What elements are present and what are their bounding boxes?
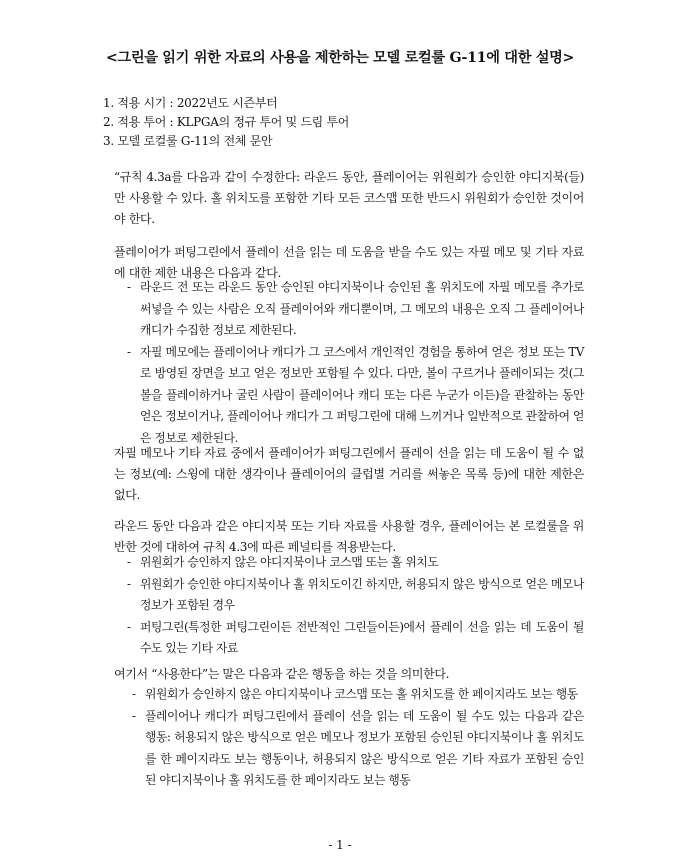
list-dash: - — [127, 619, 131, 634]
list-dash: - — [127, 576, 131, 591]
list-item-text: 플레이어나 캐디가 퍼팅그린에서 플레이 선을 읽는 데 도움이 될 수도 있는 다음과 같은 행동: 허용되지 않은 방식으로 얻은 메모나 정보가 포함된 승인된 야디지북이나 홀 위치도를 한 페이지라도 보는 행동이나, 허용되지 않은 방식으로 얻은 기타 자료가 포함된 승인된 야디지북이나 홀 위치도를 한 페이지라도 보는 행동 — [145, 708, 584, 787]
list-item-text: 라운드 전 또는 라운드 동안 승인된 야디지북이나 승인된 홀 위치도에 자필 메모를 추가로 써넣을 수 있는 사람은 오직 플레이어와 캐디뿐이며, 그 메모의 내용은 오직 그 플레이어나 캐디가 수집한 정보로 제한된다. — [140, 280, 584, 337]
list-item — [132, 706, 584, 792]
list-item-text: 위원회가 승인하지 않은 야디지북이나 코스맵 또는 홀 위치도 — [140, 555, 439, 569]
no-limit-paragraph: 자필 메모나 기타 자료 중에서 플레이어가 퍼팅그린에서 플레이 선을 읽는 데 도움이 될 수 없는 정보(예: 스윙에 대한 생각이나 플레이어의 클럽별 거리를 써놓은 목록 등)에 대한 제한은 없다. — [114, 446, 584, 502]
list-item — [127, 574, 584, 617]
list-item — [127, 617, 584, 660]
green-reading-list — [127, 277, 584, 449]
metadata-list — [103, 94, 349, 151]
list-dash: - — [127, 280, 131, 294]
list-item-text: 위원회가 승인하지 않은 야디지북이나 코스맵 또는 홀 위치도를 한 페이지라도 보는 행동 — [145, 687, 578, 701]
penalty-list — [127, 552, 584, 660]
list-item-text: 자필 메모에는 플레이어나 캐디가 그 코스에서 개인적인 경험을 통하여 얻은 정보 또는 TV로 방영된 장면을 보고 얻은 정보만 포함될 수 있다. 다만, 볼이 구르거나 플레이되는 것(그 볼을 플레이하거나 굴린 사람이 플레이어나 캐디 또는 다른 누군가 이든)을 관찰하는 동안 얻은 정보이거나, 플레이어나 캐디가 그 퍼팅그린에 대해 느끼거나 일반적으로 관찰하여 얻은 정보로 제한된다. — [140, 344, 584, 445]
meta-full-text-heading: 3. 모델 로컬룰 G-11의 전체 문안 — [103, 134, 273, 148]
list-dash: - — [132, 687, 136, 701]
list-item — [127, 552, 584, 574]
penalty-intro-paragraph: 라운드 동안 다음과 같은 야디지북 또는 기타 자료를 사용할 경우, 플레이어는 본 로컬룰을 위반한 것에 대하여 규칙 4.3에 따른 페널티를 적용받는다. — [114, 519, 584, 554]
meta-applicable-tour: 2. 적용 투어 : KLPGA의 정규 투어 및 드림 투어 — [103, 115, 350, 129]
page-number: - 1 - — [328, 838, 352, 852]
green-reading-intro-paragraph: 플레이어가 퍼팅그린에서 플레이 선을 읽는 데 도움을 받을 수도 있는 자필 메모 및 기타 자료에 대한 제한 내용은 다음과 같다. — [114, 245, 584, 280]
list-item — [127, 342, 584, 450]
list-item — [132, 684, 584, 706]
list-item-text: 퍼팅그린(특정한 퍼팅그린이든 전반적인 그린들이든)에서 플레이 선을 읽는 데 도움이 될 수도 있는 기타 자료 — [140, 619, 584, 655]
use-definition-list — [132, 684, 584, 792]
list-dash: - — [132, 708, 136, 723]
meta-effective-date: 1. 적용 시기 : 2022년도 시즌부터 — [103, 96, 278, 110]
list-dash: - — [127, 555, 131, 569]
use-definition-paragraph: 여기서 “사용한다”는 말은 다음과 같은 행동을 하는 것을 의미한다. — [114, 667, 450, 681]
list-item — [127, 277, 584, 342]
document-title: <그린을 읽기 위한 자료의 사용을 제한하는 모델 로컬룰 G-11에 대한 설명> — [105, 50, 575, 66]
list-dash: - — [127, 344, 131, 359]
rule-intro-paragraph: “규칙 4.3a를 다음과 같이 수정한다: 라운드 동안, 플레이어는 위원회가 승인한 야디지북(들)만 사용할 수 있다. 홀 위치도를 포함한 기타 모든 코스맵 또한 반드시 위원회가 승인한 것이어야 한다. — [114, 170, 584, 226]
list-item-text: 위원회가 승인한 야디지북이나 홀 위치도이긴 하지만, 허용되지 않은 방식으로 얻은 메모나 정보가 포함된 경우 — [140, 576, 584, 612]
